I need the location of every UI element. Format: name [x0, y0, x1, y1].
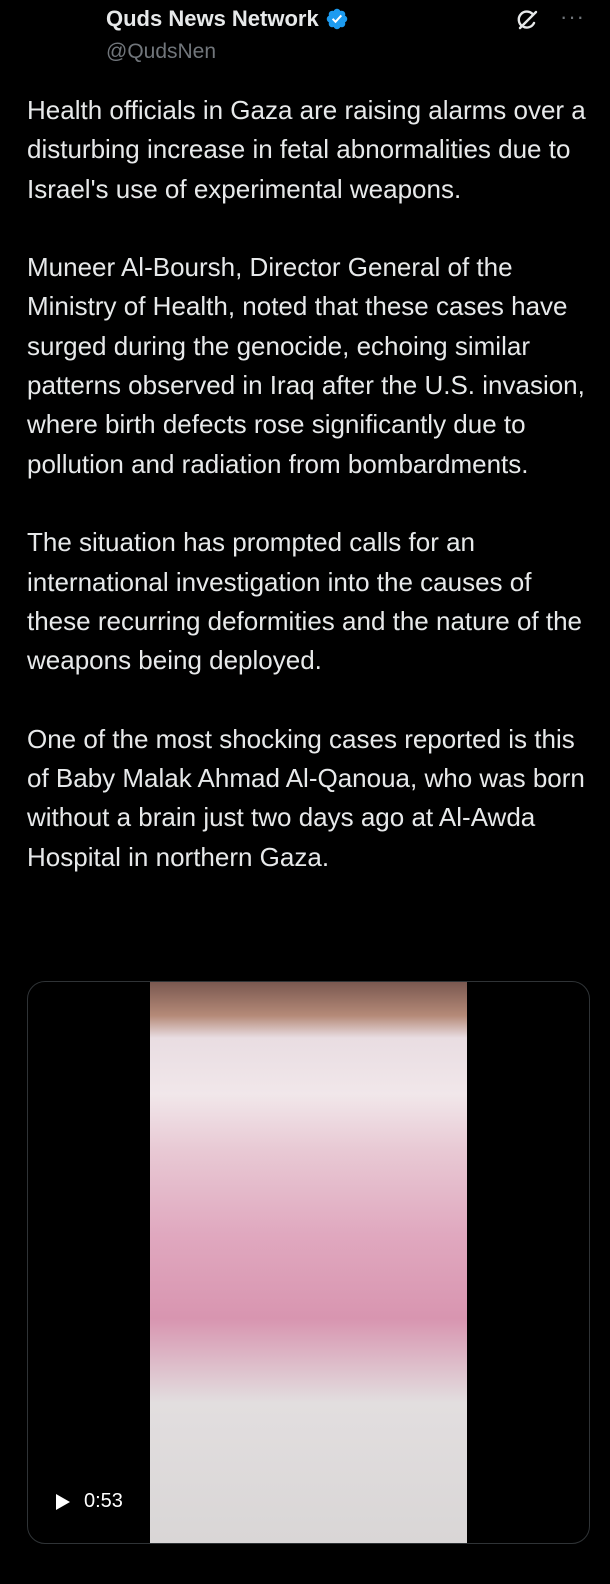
video-frame[interactable] — [150, 982, 467, 1543]
video-player[interactable] — [27, 981, 590, 1544]
video-duration: 0:53 — [84, 1490, 123, 1512]
author-name-row[interactable] — [106, 6, 349, 32]
grok-icon[interactable] — [514, 6, 542, 34]
author-name[interactable]: Quds News Network — [106, 6, 319, 31]
tweet-text: Health officials in Gaza are raising alarms over a disturbing increase in fetal abnormalities due to Israel's use of experimental weapons. Muneer Al-Boursh, Director General of the Ministry of Health, noted that these cases have surged during the genocide, echoing similar patterns observed in Iraq after the U.S. invasion, where birth defects rose significantly due to pollution and radiation from bombardments. The situation has prompted calls for an international investigation into the causes of these recurring deformities and the nature of the weapons being deployed. One of the most shocking cases reported is this of Baby Malak Ahmad Al-Qanoua, who was born without a brain just two days ago at Al-Awda Hospital in northern Gaza. — [27, 95, 586, 872]
play-icon[interactable] — [56, 1494, 70, 1510]
tweet-header — [0, 0, 610, 80]
more-icon[interactable]: ··· — [560, 4, 585, 29]
author-handle[interactable]: @QudsNen — [106, 40, 217, 63]
video-controls[interactable] — [56, 1490, 123, 1513]
verified-badge-icon — [325, 7, 349, 31]
